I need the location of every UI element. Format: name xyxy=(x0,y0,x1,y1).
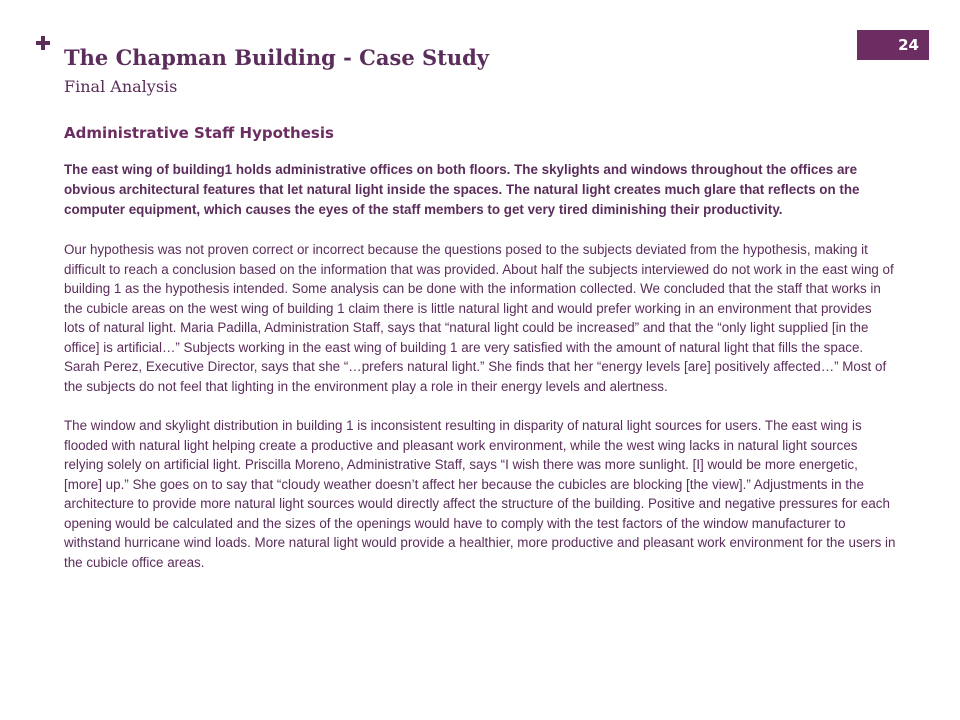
analysis-paragraph-1: Our hypothesis was not proven correct or incorrect because the questions posed to the subjects deviated from the hypothesis, making it difficult to reach a conclusion based on the information that was provided. About half the subjects interviewed do not work in the east wing of building 1 as the hypothesis intended. Some analysis can be done with the information collected. We concluded that the staff that works in the cubicle areas on the west wing of building 1 claim there is little natural light and would prefer working in an environment that provides lots of natural light. Maria Padilla, Administration Staff, says that “natural light could be increased” and that the “only light supplied [in the office] is artificial…” Subjects working in the east wing of building 1 are very satisfied with the amount of natural light that fills the space. Sarah Perez, Executive Director, says that she “…prefers natural light.” She finds that her “energy levels [are] positively affected…” Most of the subjects do not feel that lighting in the environment play a role in their energy levels and alertness. xyxy=(64,242,894,394)
plus-icon xyxy=(36,36,50,50)
page-number: 24 xyxy=(898,36,919,54)
section-heading: Administrative Staff Hypothesis xyxy=(64,124,334,142)
slide-content xyxy=(64,124,896,592)
page-number-badge xyxy=(857,30,929,60)
hypothesis-paragraph: The east wing of building1 holds administrative offices on both floors. The skylights and windows throughout the offices are obvious architectural features that let natural light inside the spaces. The natural light creates much glare that reflects on the computer equipment, which causes the eyes of the staff members to get very tired diminishing their productivity. xyxy=(64,162,860,217)
slide-title: The Chapman Building - Case Study xyxy=(64,45,490,70)
analysis-paragraph-2: The window and skylight distribution in building 1 is inconsistent resulting in disparity of natural light sources for users. The east wing is flooded with natural light helping create a productive and pleasant work environment, while the west wing lacks in natural light sources relying solely on artificial light. Priscilla Moreno, Administrative Staff, says “I wish there was more sunlight. [I] would be more energetic, [more] up.” She goes on to say that “cloudy weather doesn’t affect her because the cubicles are blocking [the view].” Adjustments in the architecture to provide more natural light sources would directly affect the structure of the building. Positive and negative pressures for each opening would be calculated and the sizes of the openings would have to comply with the test factors of the window manufacturer to withstand hurricane wind loads. More natural light would provide a healthier, more productive and pleasant work environment for the users in the cubicle office areas. xyxy=(64,418,896,570)
slide-subtitle: Final Analysis xyxy=(64,77,178,96)
